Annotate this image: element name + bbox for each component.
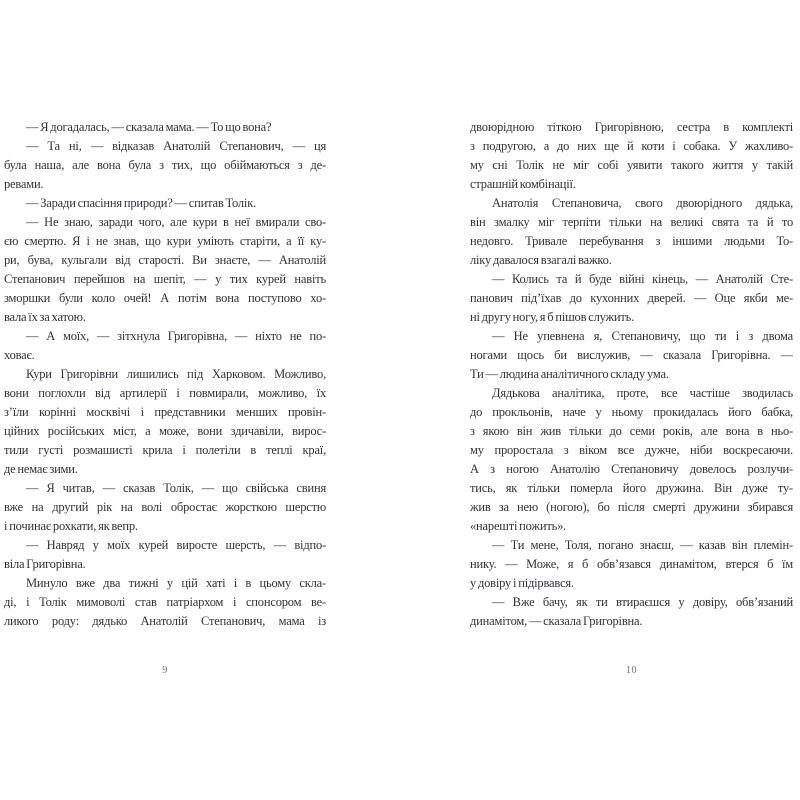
text-line: тись, як тільки померла його дружина. Він дуже ту- (470, 481, 793, 495)
text-line: ліку давалося взагалі важко. (470, 253, 612, 267)
text-line: двоюрідною тіткою Григорівною, сестра в комплекті (470, 120, 793, 134)
text-line: динамітом, — сказала Григорівна. (470, 614, 643, 628)
text-line: з якою він жив тільки до семи років, але вона в ньо- (470, 424, 793, 438)
text-line: Анатолія Степановича, свого двоюрідного дядька, (492, 196, 793, 210)
text-line: недовго. Тривале перебування з іншими людьми То- (470, 234, 793, 248)
text-line: Минуло вже два тижні у цій хаті і в цьому скла- (26, 576, 326, 590)
text-line: де немає зими. (4, 462, 78, 476)
text-line: — Вже бачу, як ти втираєшся у довіру, обв’язаний (492, 595, 793, 609)
text-line: до прокльонів, наче у ньому прокидалась його бабка, (470, 405, 793, 419)
text-line: зморшки були коло очей! А потім вона поступово хо- (4, 291, 326, 305)
text-line: вже на другий рік на волі обростає жорсткою шерстю (4, 500, 326, 514)
text-line: — Навряд у моїх курей виросте шерсть, — відпо- (26, 538, 326, 552)
text-line: єю смертю. Я і не знав, що кури уміють старіти, а її ку- (4, 234, 326, 248)
text-line: ді, і Толік мимоволі став патріархом і спонсором ве- (4, 595, 326, 609)
text-line: — Ти мене, Толя, погано знаєш, — казав він племін- (492, 538, 793, 552)
text-line: ликого роду: дядько Анатолій Степанович, мама із (4, 614, 326, 628)
text-line: з’їли корінні москвічі і представники менших провін- (4, 405, 326, 419)
text-line: му проростала з віком все дужче, ніби воскресаючи. (470, 443, 793, 457)
text-line: му сні Толік не міг собі уявити такого життя у такій (470, 158, 793, 172)
text-line: ційних російських міст, а може, вони здичавіли, вирос- (4, 424, 326, 438)
text-line: у довіру і підірвався. (470, 576, 574, 590)
text-line: — Та ні, — відказав Анатолій Степанович, — ця (26, 139, 326, 153)
left-page-text (4, 118, 326, 631)
text-line: з подругою, а до них ще й коти і собака. У жахливо- (470, 139, 793, 153)
right-page (470, 118, 793, 631)
text-line: ногами щось би вислужив, — сказала Григорівна. — (470, 348, 793, 362)
right-page-text (470, 118, 793, 631)
text-line: — А моїх, — зітхнула Григорівна, — ніхто не по- (26, 329, 326, 343)
text-line: — Не упевнена я, Степановичу, що ти і з двома (492, 329, 793, 343)
left-page (4, 118, 326, 631)
text-line: ні другу ногу, я б пішов служить. (470, 310, 635, 324)
text-line: — Не знаю, заради чого, але кури в неї вмирали сво- (26, 215, 326, 229)
text-line: і починає рохкати, як вепр. (4, 519, 138, 533)
right-page-number: 10 (626, 665, 637, 676)
text-line: вони поглохли від артилерії і повмирали, можливо, їх (4, 386, 326, 400)
text-line: панович під’їхав до кухонних дверей. — Оце якби ме- (470, 291, 793, 305)
text-line: віла Григорівна. (4, 557, 86, 571)
text-line: страшній комбінації. (470, 177, 576, 191)
text-line: — Я догадалась, — сказала мама. — То що вона? (26, 120, 272, 134)
text-line: ри, бува, кульгали від старості. Ви знаєте, — Анатолій (4, 253, 326, 267)
text-line: була наша, але вона була з тих, що обіймаються з де- (4, 158, 326, 172)
text-line: — Заради спасіння природи? — спитав Толік. (26, 196, 256, 210)
text-line: ховає. (4, 348, 35, 362)
text-line: жив за нею (ногою), бо після смерті дружини збирався (470, 500, 793, 514)
text-line: «нарешті пожить». (470, 519, 567, 533)
text-line: Степанович перейшов на шепіт, — у тих курей навіть (4, 272, 326, 286)
text-line: вала їх за хатою. (4, 310, 86, 324)
text-line: ревами. (4, 177, 44, 191)
text-line: він змалку міг терпіти тільки на великі свята та й то (470, 215, 793, 229)
text-line: Ти — людина аналітичного складу ума. (470, 367, 669, 381)
text-line: нику. — Може, я б обв’язався динамітом, втерся б їм (470, 557, 793, 571)
text-line: тили густі розмашисті крила і полетіли в теплі краї, (4, 443, 326, 457)
text-line: Кури Григорівни лишились під Харковом. Можливо, (26, 367, 326, 381)
text-line: Дядькова аналітика, проте, все частіше зводилась (492, 386, 793, 400)
text-line: — Колись та й буде війні кінець, — Анатолій Сте- (492, 272, 793, 286)
text-line: — Я читав, — сказав Толік, — що свійська свиня (26, 481, 326, 495)
text-line: А з ногою Анатолію Степановичу довелось розлучи- (470, 462, 793, 476)
left-page-number: 9 (162, 665, 168, 676)
